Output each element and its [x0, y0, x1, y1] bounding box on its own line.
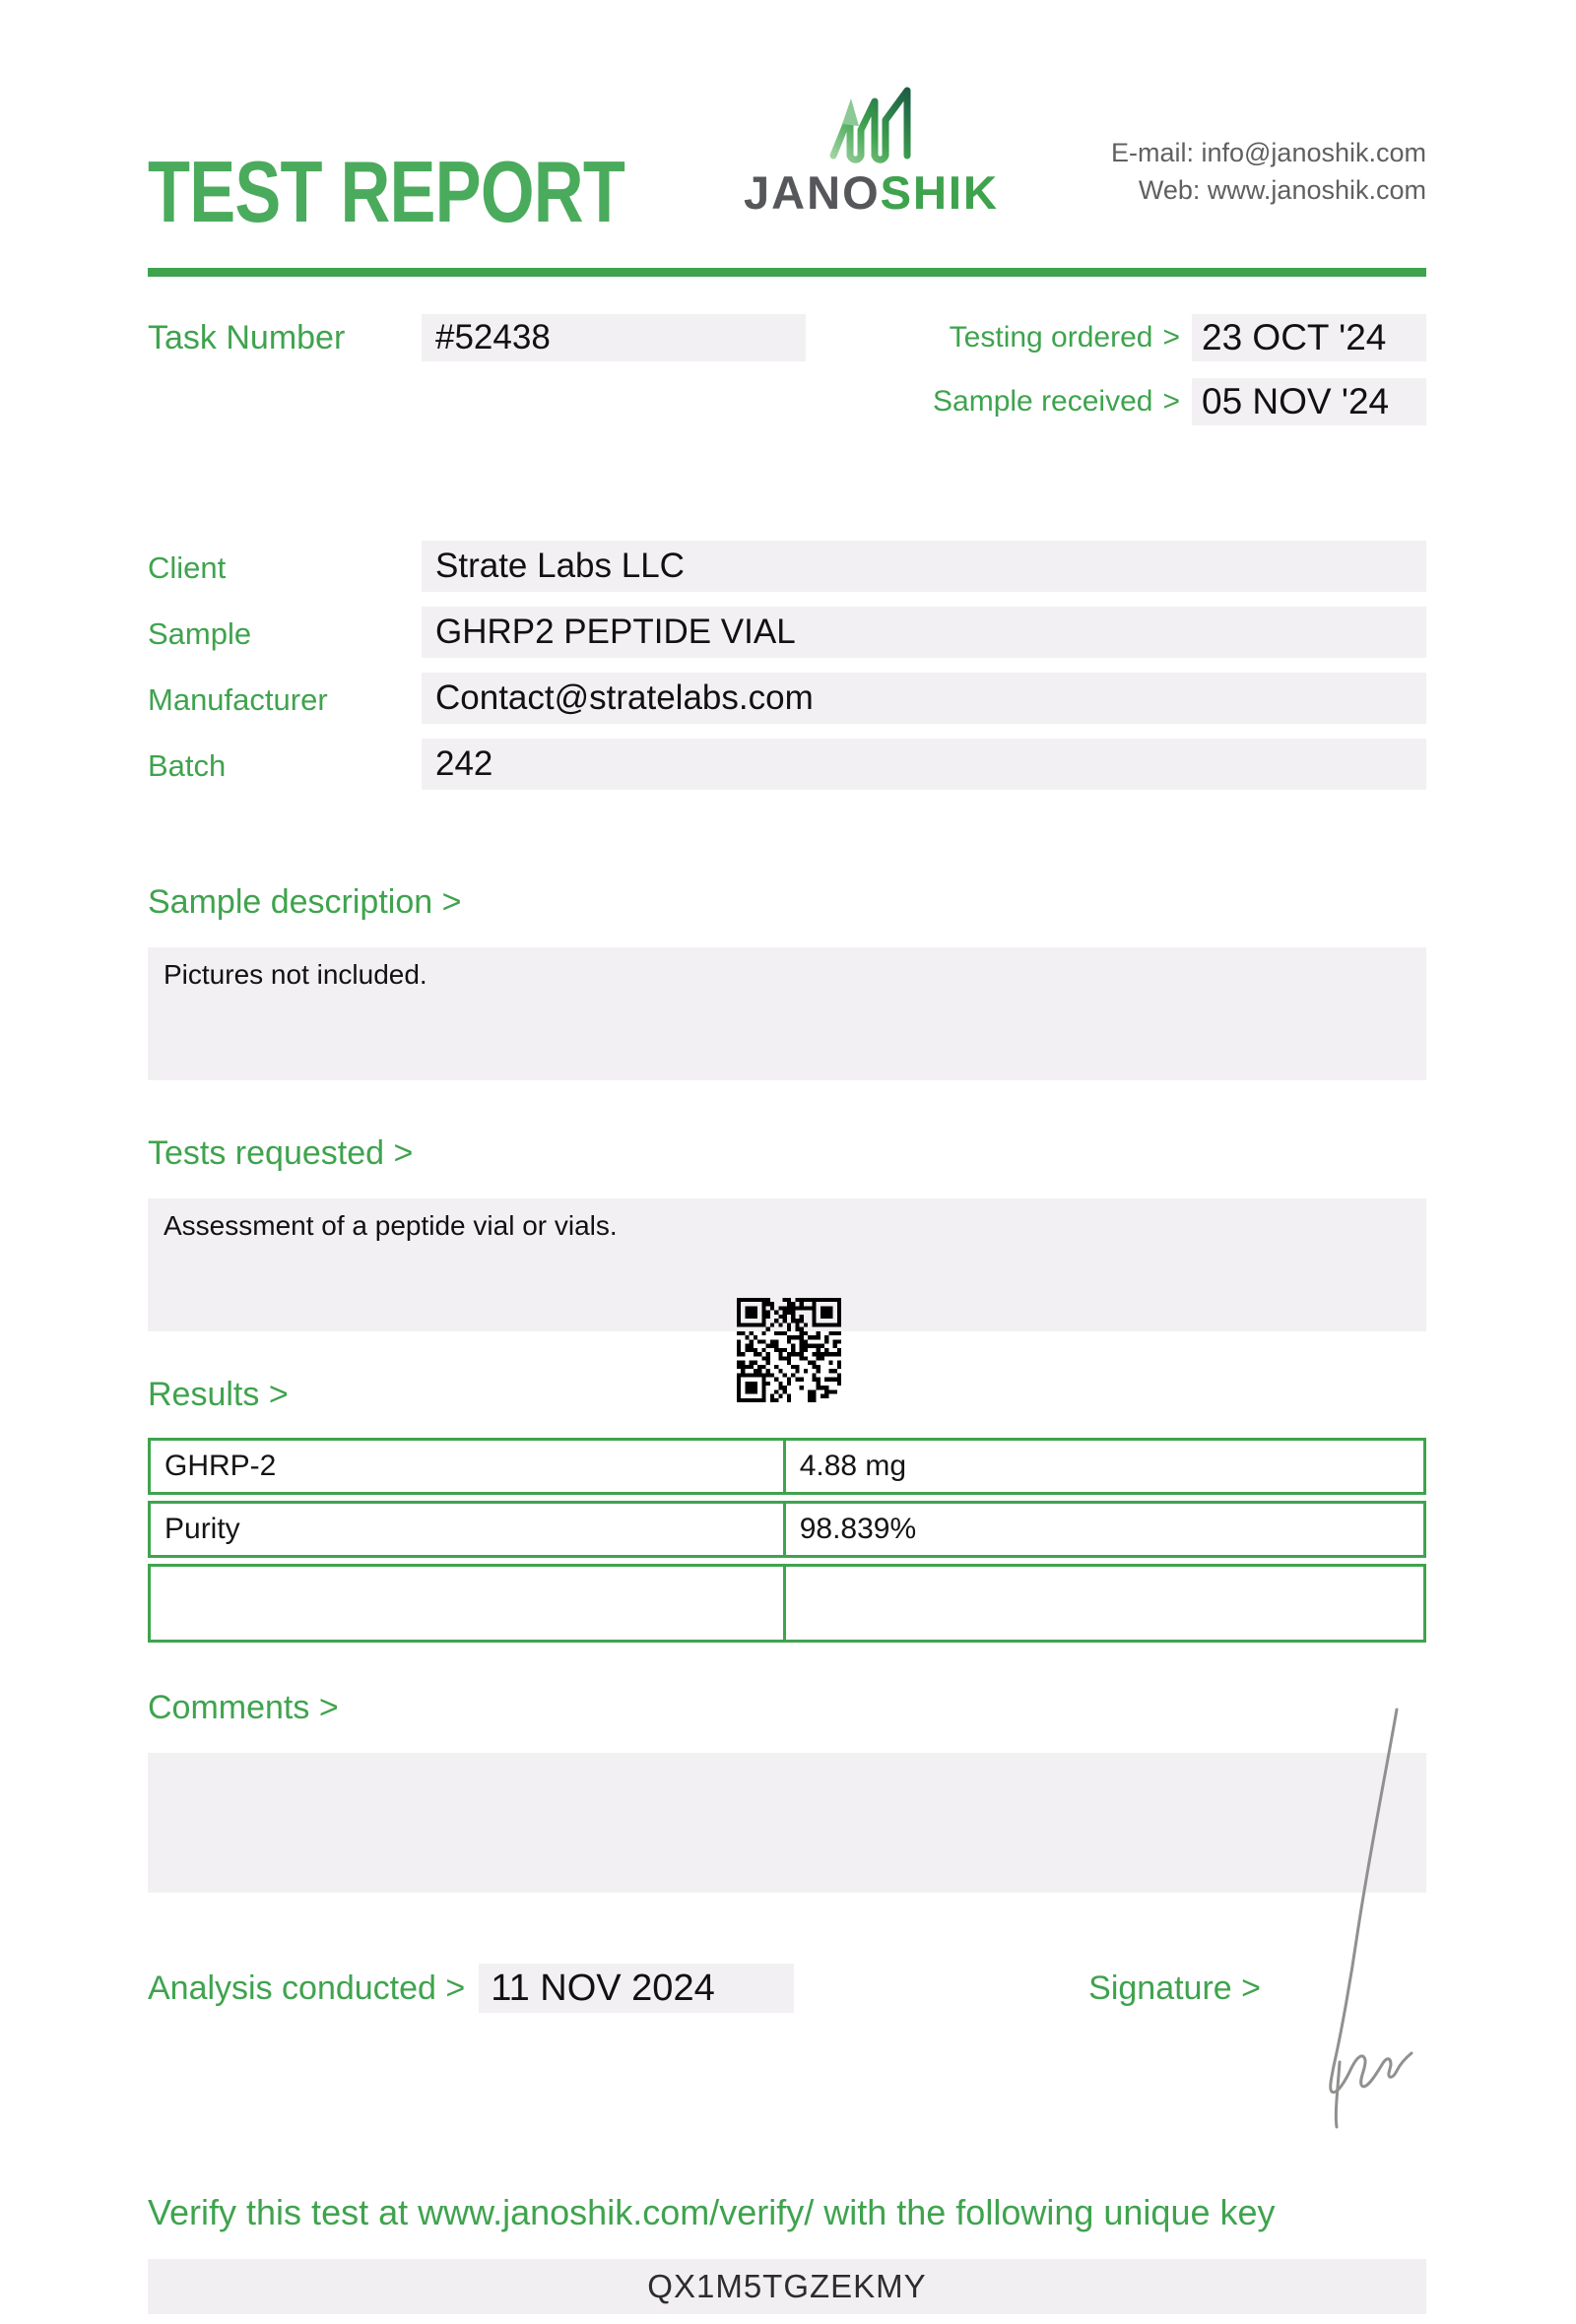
- verify-instruction: Verify this test at www.janoshik.com/verify/ with the following unique key: [148, 2192, 1276, 2232]
- signature-label: Signature >: [1088, 1969, 1261, 2007]
- results-heading: Results >: [148, 1376, 289, 1413]
- chevron-right-icon: >: [1162, 321, 1180, 354]
- result-value-cell: 98.839%: [799, 1513, 917, 1545]
- tests-requested-heading: Tests requested >: [148, 1134, 414, 1172]
- logo-word-shik: SHIK: [880, 166, 999, 219]
- web-line: [999, 171, 1426, 209]
- email-line: [999, 134, 1426, 171]
- sample-received-row: [933, 378, 1426, 425]
- page-title: TEST REPORT: [148, 143, 625, 240]
- analysis-conducted-label: Analysis conducted >: [148, 1969, 466, 2007]
- result-name-cell: [151, 1567, 786, 1640]
- verify-key-box: QX1M5TGZEKMY: [148, 2259, 1426, 2314]
- sample-label: Sample: [148, 616, 252, 651]
- task-number-value: #52438: [422, 314, 806, 361]
- analysis-section: [148, 1964, 1426, 2013]
- result-name-cell: Purity: [151, 1504, 786, 1555]
- result-value-cell: [786, 1567, 1423, 1640]
- result-value-cell: 4.88 mg: [799, 1450, 907, 1482]
- analysis-date-value: 11 NOV 2024: [479, 1964, 794, 2013]
- task-number-label: Task Number: [148, 318, 346, 356]
- client-value: Strate Labs LLC: [422, 541, 1426, 592]
- manufacturer-label: Manufacturer: [148, 682, 328, 717]
- testing-ordered-label: Testing ordered: [949, 321, 1153, 354]
- batch-value: 242: [422, 739, 1426, 790]
- comments-box: [148, 1753, 1426, 1893]
- comments-heading: Comments >: [148, 1689, 339, 1726]
- email-label: E-mail:: [1110, 138, 1194, 167]
- sample-value: GHRP2 PEPTIDE VIAL: [422, 607, 1426, 658]
- table-row: [148, 1564, 1426, 1643]
- janoshik-logo: [744, 79, 999, 242]
- sample-received-label: Sample received: [933, 385, 1153, 418]
- web-label: Web:: [1138, 175, 1201, 205]
- signature-image: [1298, 1706, 1428, 2134]
- testing-ordered-value: 23 OCT '24: [1192, 314, 1426, 361]
- contact-block: [999, 134, 1426, 242]
- batch-label: Batch: [148, 748, 227, 783]
- info-row-batch: [148, 739, 1426, 790]
- web-value: www.janoshik.com: [1207, 175, 1426, 205]
- table-row: [148, 1501, 1426, 1558]
- testing-ordered-row: [933, 314, 1426, 361]
- dates-group: [933, 314, 1426, 442]
- tests-requested-box: Assessment of a peptide vial or vials.: [148, 1198, 1426, 1331]
- sample-received-value: 05 NOV '24: [1192, 378, 1426, 425]
- sample-description-box: Pictures not included.: [148, 947, 1426, 1080]
- growth-chart-icon: [823, 83, 918, 169]
- client-label: Client: [148, 550, 227, 585]
- info-row-manufacturer: [148, 673, 1426, 724]
- info-row-sample: [148, 607, 1426, 658]
- result-name-cell: GHRP-2: [151, 1441, 786, 1492]
- logo-wordmark: [744, 166, 999, 219]
- report-header: [148, 0, 1426, 242]
- client-info-section: [148, 541, 1426, 790]
- header-divider: [148, 268, 1426, 277]
- manufacturer-value: Contact@stratelabs.com: [422, 673, 1426, 724]
- qr-code-image: [737, 1298, 841, 1402]
- chevron-right-icon: >: [1162, 385, 1180, 418]
- task-number-group: [148, 314, 806, 361]
- sample-description-heading: Sample description >: [148, 883, 462, 921]
- email-value: info@janoshik.com: [1201, 138, 1426, 167]
- info-row-client: [148, 541, 1426, 592]
- logo-word-jano: JANO: [744, 166, 881, 219]
- results-table: [148, 1438, 1426, 1643]
- task-section: [148, 314, 1426, 442]
- table-row: [148, 1438, 1426, 1495]
